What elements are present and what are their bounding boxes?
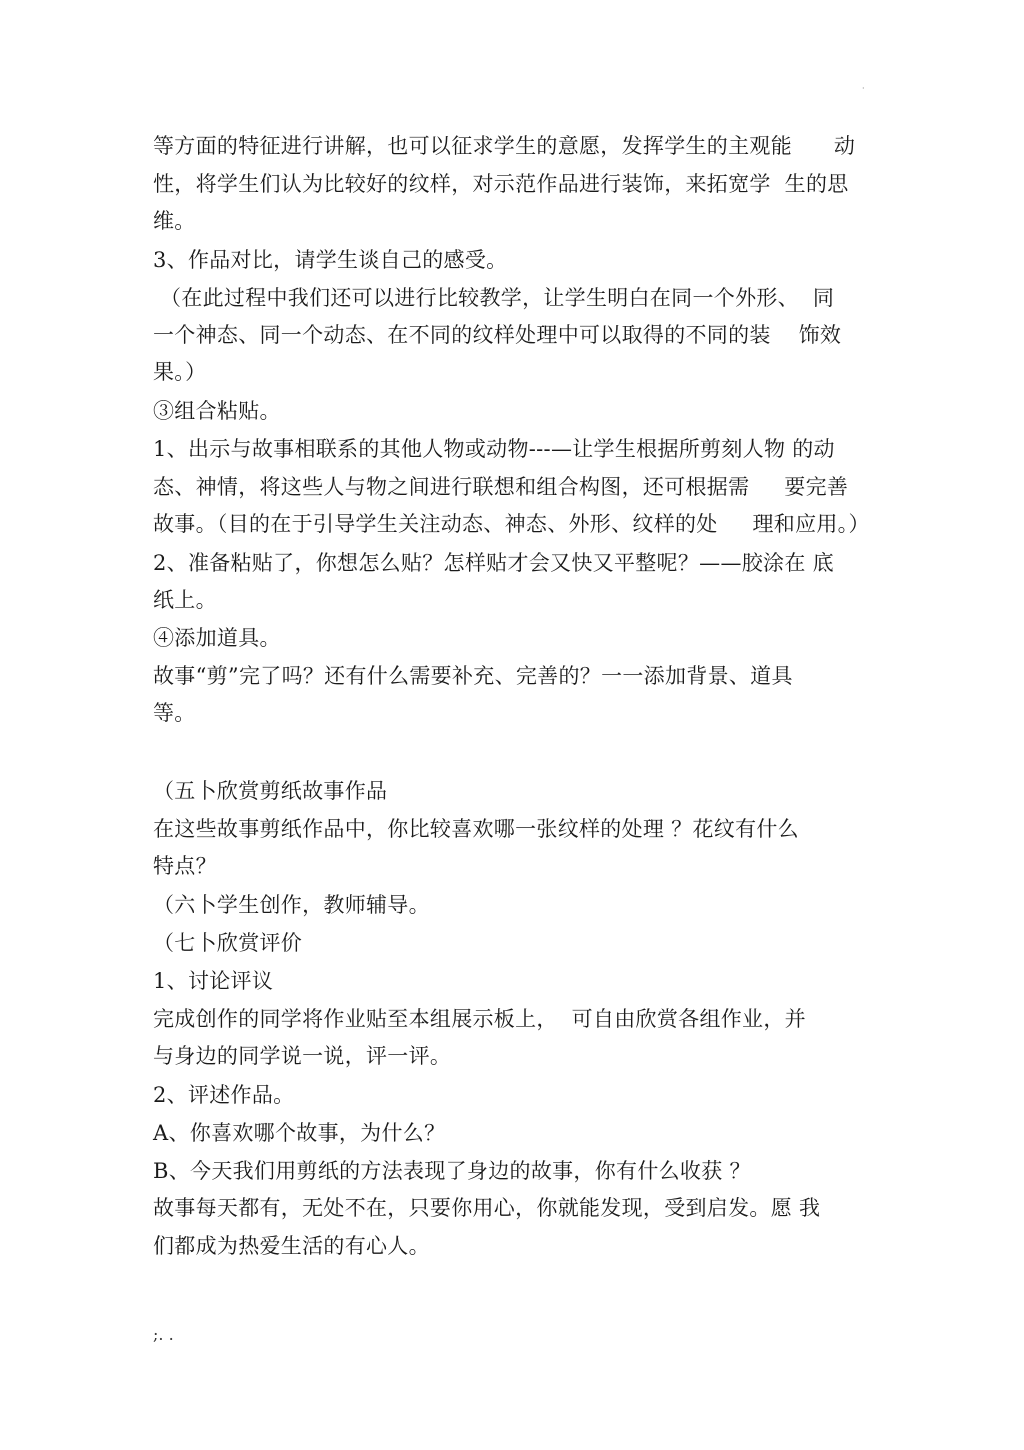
text-line: 2、评述作品。 bbox=[153, 1083, 295, 1107]
section-heading: （六卜学生创作，教师辅导。 bbox=[153, 893, 430, 917]
text-line: ③组合粘贴。 bbox=[153, 399, 281, 423]
text-line: B、今天我们用剪纸的方法表现了身边的故事，你有什么收获 ？ bbox=[153, 1159, 751, 1183]
text-line: 等。 bbox=[153, 701, 196, 725]
text-line: 3、作品对比，请学生谈自己的感受。 bbox=[153, 248, 508, 272]
text-line: 故事“剪”完了吗？还有什么需要补充、完善的？一一添加背景、道具 bbox=[153, 664, 793, 688]
text-line: 果。） bbox=[153, 360, 207, 384]
text-line: 1、讨论评议 bbox=[153, 969, 274, 993]
text-line: 一个神态、同一个动态、在不同的纹样处理中可以取得的不同的装 饰效 bbox=[153, 323, 842, 347]
text-line: 与身边的同学说一说，评一评。 bbox=[153, 1044, 452, 1068]
section-heading: （七卜欣赏评价 bbox=[153, 931, 303, 955]
page-footer-mark: ;. . bbox=[153, 1325, 174, 1344]
section-heading: （五卜欣赏剪纸故事作品 bbox=[153, 779, 388, 803]
text-line: 纸上。 bbox=[153, 588, 217, 612]
page-corner-mark: · bbox=[862, 84, 865, 93]
text-line: 等方面的特征进行讲解，也可以征求学生的意愿，发挥学生的主观能 动 bbox=[153, 134, 856, 158]
text-line: 在这些故事剪纸作品中，你比较喜欢哪一张纹样的处理 ？花纹有什么 bbox=[153, 817, 799, 841]
text-line: 态、神情，将这些人与物之间进行联想和组合构图，还可根据需 要完善 bbox=[153, 475, 849, 499]
text-line: ④添加道具。 bbox=[153, 626, 281, 650]
text-line: A、你喜欢哪个故事，为什么？ bbox=[153, 1121, 446, 1145]
text-line: 故事每天都有，无处不在，只要你用心，你就能发现，受到启发。愿 我 bbox=[153, 1196, 821, 1220]
text-line: 们都成为热爱生活的有心人。 bbox=[153, 1234, 430, 1258]
text-line: （在此过程中我们还可以进行比较教学，让学生明白在同一个外形、 同 bbox=[153, 286, 835, 310]
text-line: 2、准备粘贴了，你想怎么贴？怎样贴才会又快又平整呢？——胶涂在 底 bbox=[153, 551, 834, 575]
text-line: 1、出示与故事相联系的其他人物或动物---—让学生根据所剪刻人物 的动 bbox=[153, 437, 835, 461]
text-line: 故事。（目的在于引导学生关注动态、神态、外形、纹样的处 理和应用。） bbox=[153, 512, 870, 536]
text-line: 完成创作的同学将作业贴至本组展示板上， 可自由欣赏各组作业，并 bbox=[153, 1007, 806, 1031]
text-line: 特点？ bbox=[153, 854, 217, 878]
text-line: 性，将学生们认为比较好的纹样，对示范作品进行装饰，来拓宽学 生的思 bbox=[153, 172, 849, 196]
text-line: 维。 bbox=[153, 209, 196, 233]
